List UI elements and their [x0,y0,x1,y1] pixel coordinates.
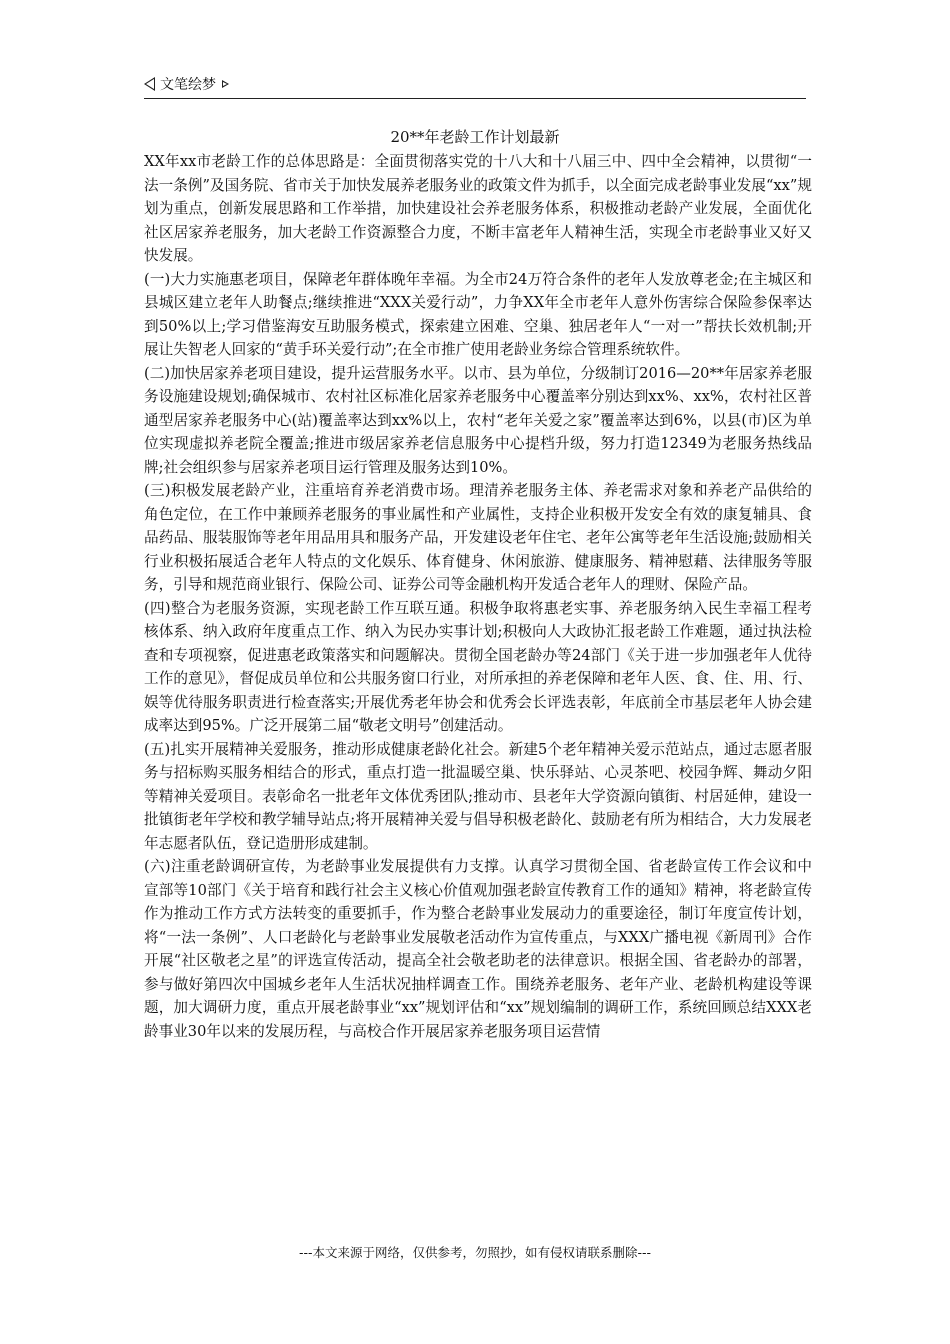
document-body [144,150,812,1043]
paragraph-section-1: (一)大力实施惠老项目，保障老年群体晚年幸福。为全市24万符合条件的老年人发放尊老金;在主城区和县城区建立老年人助餐点;继续推进“XXX关爱行动”，力争XX年全市老年人意外伤害综合保险参保率达到50%以上;学习借鉴海安互助服务模式，探索建立困难、空巢、独居老年人“一对一”帮扶长效机制;开展让失智老人回家的“黄手环关爱行动”;在全市推广使用老龄业务综合管理系统软件。 [144,270,812,358]
brand-name: 文笔绘梦 [160,77,216,93]
paragraph-section-4: (四)整合为老服务资源，实现老龄工作互联互通。积极争取将惠老实事、养老服务纳入民生幸福工程考核体系、纳入政府年度重点工作、纳入为民办实事计划;积极向人大政协汇报老龄工作难题，通过执法检查和专项视察，促进惠老政策落实和问题解决。贯彻全国老龄办等24部门《关于进一步加强老年人优待工作的意见》，督促成员单位和公共服务窗口行业，对所承担的养老保障和老年人医、食、住、用、行、娱等优待服务职责进行检查落实;开展优秀老年协会和优秀会长评选表彰，年底前全市基层老年人协会建成率达到95%。广泛开展第二届“敬老文明号”创建活动。 [144,599,812,734]
triangle-left-icon [144,77,155,91]
paragraph-section-2: (二)加快居家养老项目建设，提升运营服务水平。以市、县为单位，分级制订2016—20**年居家养老服务设施建设规划;确保城市、农村社区标准化居家养老服务中心覆盖率分别达到xx%、xx%，农村社区普通型居家养老服务中心(站)覆盖率达到xx%以上，农村“老年关爱之家”覆盖率达到6%，以县(市)区为单位实现虚拟养老院全覆盖;推进市级居家养老信息服务中心提档升级，努力打造12349为老服务热线品牌;社会组织参与居家养老项目运行管理及服务达到10%。 [144,364,812,476]
paragraph-section-6: (六)注重老龄调研宣传，为老龄事业发展提供有力支撑。认真学习贯彻全国、省老龄宣传工作会议和中宣部等10部门《关于培育和践行社会主义核心价值观加强老龄宣传教育工作的通知》精神，将老龄宣传作为推动工作方式方法转变的重要抓手，作为整合老龄事业发展动力的重要途径，制订年度宣传计划，将“一法一条例”、人口老龄化与老龄事业发展敬老活动作为宣传重点，与XXX广播电视《新周刊》合作开展“社区敬老之星”的评选宣传活动，提高全社会敬老助老的法律意识。根据全国、省老龄办的部署，参与做好第四次中国城乡老年人生活状况抽样调查工作。围绕养老服务、老年产业、老龄机构建设等课题，加大调研力度，重点开展老龄事业“xx”规划评估和“xx”规划编制的调研工作，系统回顾总结XXX老龄事业30年以来的发展历程，与高校合作开展居家养老服务项目运营情 [144,858,812,1040]
paragraph-intro: XX年xx市老龄工作的总体思路是：全面贯彻落实党的十八大和十八届三中、四中全会精神，以贯彻“一法一条例”及国务院、省市关于加快发展养老服务业的政策文件为抓手，以全面完成老龄事业发展“xx”规划为重点，创新发展思路和工作举措，加快建设社会养老服务体系，积极推动老龄产业发展，全面优化社区居家养老服务，加大老龄工作资源整合力度，不断丰富老年人精神生活，实现全市老龄事业又好又快发展。 [144,153,812,264]
triangle-right-icon [222,80,229,88]
page-footer: ---本文来源于网络，仅供参考，勿照抄，如有侵权请联系删除--- [298,1245,652,1260]
paragraph-section-3: (三)积极发展老龄产业，注重培育养老消费市场。理清养老服务主体、养老需求对象和养老产品供给的角色定位，在工作中兼顾养老服务的事业属性和产业属性，支持企业积极开发安全有效的康复辅具、食品药品、服装服饰等老年用品用具和服务产品，开发建设老年住宅、老年公寓等老年生活设施;鼓励相关行业积极拓展适合老年人特点的文化娱乐、体育健身、休闲旅游、健康服务、精神慰藉、法律服务等服务，引导和规范商业银行、保险公司、证券公司等金融机构开发适合老年人的理财、保险产品。 [144,482,812,593]
page-header [144,74,806,99]
paragraph-section-5: (五)扎实开展精神关爱服务，推动形成健康老龄化社会。新建5个老年精神关爱示范站点，通过志愿者服务与招标购买服务相结合的形式，重点打造一批温暖空巢、快乐驿站、心灵茶吧、校园争辉、舞动夕阳等精神关爱项目。表彰命名一批老年文体优秀团队;推动市、县老年大学资源向镇街、村居延伸，建设一批镇街老年学校和教学辅导站点;将开展精神关爱与倡导积极老龄化、鼓励老有所为相结合，大力发展老年志愿者队伍，登记造册形成建制。 [144,740,812,852]
document-title: 20**年老龄工作计划最新 [390,128,560,146]
